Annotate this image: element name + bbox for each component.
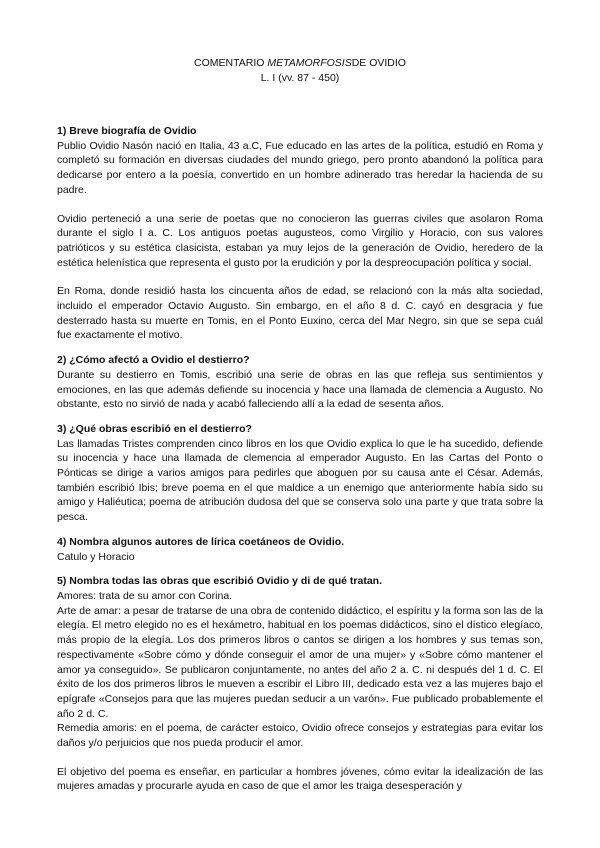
section-all-works [57, 574, 543, 794]
paragraph: El objetivo del poema es enseñar, en particular a hombres jóvenes, cómo evitar la idealización de las mujeres amadas y procurarle ayuda en caso de que el amor les traiga desesperación y [57, 765, 543, 793]
title-prefix: COMENTARIO [194, 57, 268, 69]
section-exile-works [57, 422, 543, 525]
title-block [0, 56, 600, 86]
paragraph: Ovidio perteneció a una serie de poetas que no conocieron las guerras civiles que asolaron Roma durante el siglo I a. C. Los antiguos poetas augusteos, como Virgilio y Horacio, con sus valores patrióticos y su estética clasicista, estaban ya muy lejos de la generación de Ovidio, heredero de la estética helenística que representa el gusto por la erudición y por la despreocupación política y social. [57, 212, 543, 269]
section-contemporary-authors [57, 535, 543, 564]
section-heading: 1) Breve biografía de Ovidio [57, 125, 197, 137]
paragraph: Publio Ovidio Nasón nació en Italia, 43 a.C, Fue educado en las artes de la política, estudió en Roma y completó su formación en diversas ciudades del mundo griego, pero pronto abandonó la política para dedicarse por entero a la poesía, convertido en un hombre adinerado tras heredar la hacienda de su padre. [57, 139, 543, 196]
paragraph: Las llamadas Tristes comprenden cinco libros en los que Ovidio explica lo que le ha sucedido, defiende su inocencia y hace una llamada de clemencia al emperador Augusto. En las Cartas del Ponto o Pónticas se dirige a varios amigos para pedirles que aboguen por su causa ante el César. Además, también escribió Ibis; breve poema en el que maldice a un enemigo que anteriormente había sido su amigo y Haliéutica; poema de atribución dudosa del que se conserva solo una parte y que trata sobre la pesca. [57, 437, 543, 524]
section-heading: 5) Nombra todas las obras que escribió Ovidio y di de qué tratan. [57, 575, 382, 588]
section-heading: 4) Nombra algunos autores de lírica coetáneos de Ovidio. [57, 535, 345, 548]
paragraph: Arte de amar: a pesar de tratarse de una obra de contenido didáctico, el espíritu y la forma son las de la elegía. El metro elegido no es el hexámetro, habitual en los poemas didácticos, sino el dístico elegíaco, más propio de la elegía. Los dos primeros libros o cantos se dirigen a los hombres y sus temas son, respectivamente «Sobre cómo y dónde conseguir el amor de una mujer» y «Sobre cómo mantener el amor ya conseguido». Se publicaron conjuntamente, no antes del año 2 a. C. ni después del 1 d. C. El éxito de los dos primeros libros le mueven a escribir el Libro III, dedicado esta vez a las mujeres bajo el epígrafe «Consejos para que las mujeres puedan seducir a un varón». Fue publicado probablemente el año 2 d. C. [57, 604, 543, 720]
section-heading: 3) ¿Qué obras escribió en el destierro? [57, 422, 252, 435]
paragraph: Catulo y Horacio [57, 550, 135, 563]
paragraph: Durante su destierro en Tomis, escribió una serie de obras en las que refleja sus sentimientos y emociones, en las que además defiende su inocencia y hace una llamada de clemencia a Augusto. No obstante, esto no sirvió de nada y acabó falleciendo allí a la edad de sesenta años. [57, 368, 543, 411]
section-exile-effect [57, 353, 543, 412]
paragraph: Remedia amoris: en el poema, de carácter estoico, Ovidio ofrece consejos y estrategias para evitar los daños y/o perjuicios que nos pueda producir el amor. [57, 722, 543, 750]
section-biography [57, 124, 543, 343]
paragraph: Amores: trata de su amor con Corina. [57, 589, 233, 602]
section-heading: 2) ¿Cómo afectó a Ovidio el destierro? [57, 354, 250, 367]
title-suffix: DE OVIDIO [351, 57, 406, 69]
document-body [57, 124, 543, 794]
paragraph: En Roma, donde residió hasta los cincuenta años de edad, se relacionó con la más alta sociedad, incluido el emperador Octavio Augusto. Sin embargo, en el año 8 d. C. cayó en desgracia y fue desterrado hasta su muerte en Tomis, en el Ponto Euxino, cerca del Mar Negro, sin que se sepa cuál fue exactamente el motivo. [57, 285, 543, 342]
title-italic: METAMORFOSIS [267, 57, 352, 69]
document-title [0, 56, 600, 71]
document-subtitle: L. I (vv. 87 - 450) [260, 72, 340, 84]
